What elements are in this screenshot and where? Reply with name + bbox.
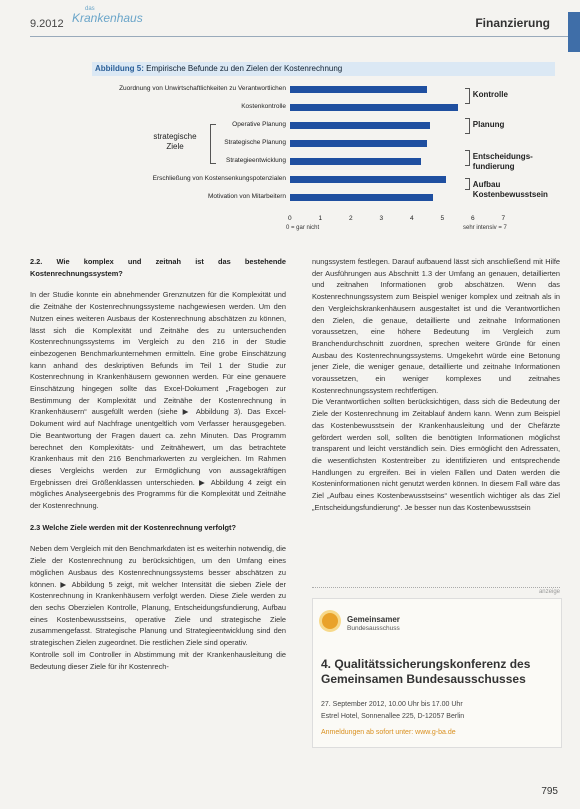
left-column — [30, 256, 286, 672]
figure-title — [92, 62, 555, 76]
bar — [290, 158, 421, 165]
ad-label: anzeige — [312, 587, 560, 595]
ad-date: 27. September 2012, 10.00 Uhr bis 17.00 Uhr — [321, 701, 463, 708]
category-label: Kostenkontrolle — [241, 103, 286, 110]
bar — [290, 104, 458, 111]
group-label: Entscheidungs- fundierung — [472, 152, 533, 171]
heading-2-2: 2.2. Wie komplex und zeitnah ist das bestehende Kostenrechnungssystem? — [30, 257, 286, 278]
x-tick-label: 0 — [288, 215, 292, 222]
x-tick-label: 6 — [471, 215, 475, 222]
bar — [290, 86, 427, 93]
paragraph-2: Neben dem Vergleich mit den Benchmarkdaten ist es weiterhin notwendig, die Ziele der Kostenrechnung zu berücksichtigen, um den Umfang eines möglichen Ausbaus des Kostenrechnungssystems besser abschätzen zu können. ▶ Abbildung 5 zeigt, mit welcher Intensität die sieben Ziele der Kostenrechnung in Krankenhäusern verfolgt werden. Diese Ziele werden zu den sechs Oberzielen Kontrolle, Planung, Entscheidungsfundierung, Aufbau eines Kostenbewusstseins, operative Ziele und strategische Ziele zusammengefasst. Strategische Planung und Strategieentwicklung sind den strategischen Zielen zugeordnet. Die restlichen Ziele sind operativ. — [30, 544, 286, 648]
group-label: Planung — [472, 120, 505, 129]
section-title: Finanzierung — [475, 16, 550, 30]
bar — [290, 140, 427, 147]
category-label: Erschließung von Kostensenkungspotenzialen — [152, 175, 286, 182]
page-header — [30, 8, 550, 34]
ad-registration-link[interactable]: Anmeldungen ab sofort unter: www.g-ba.de — [321, 729, 456, 736]
paragraph-1: In der Studie konnte ein abnehmender Grenznutzen für die Komplexität und die Zeitnähe der Kostenrechnungssysteme nachgewiesen werden. Um den Nutzen eines weiteren Ausbaus der Kostenrechnung abschätzen zu können, lässt sich die Komplexität und Zeitnähe des zu untersuchenden Kostenrechnungssystems im Vergleich zu den 216 in der Studie einbezogenen Benchmarkunternehmen ermitteln. Eine grobe Einschätzung kann anhand des deskriptiven Befunds im Teil 1 der Studie zur Kostenrechnung in Krankenhäusern gewonnen werden. Für eine genauere Einschätzung hingegen sollte das Excel-Dokument „Fragebogen zur Bestimmung der Komplexität und Zeitnähe der Kostenrechnung in Krankenhäusern“ ausgefüllt werden (siehe ▶ Abbildung 3). Das Excel-Dokument wird auf Nachfrage unentgeltlich vom Verfasser herausgegeben. Die Beantwortung der Fragen dauert ca. zehn Minuten. Das Programm berechnet den Komplexitäts- und Zeitnähewert, um das betrachtete Krankenhaus mit den 216 Benchmarkwerten zu vergleichen. Im Rahmen dieses Vergleichs werden zur Ermöglichung von aussagekräftigen Ergebnissen drei Größenklassen unterschieden. ▶ Abbildung 4 zeigt ein mögliches Analyseergebnis des Programms für die Komplexität und Zeitnähe der Kostenrechnung. — [30, 290, 286, 511]
bar-chart — [92, 80, 562, 245]
group-bracket — [465, 118, 470, 134]
logo-prefix: das — [85, 6, 95, 12]
figure-caption: Empirische Befunde zu den Zielen der Kostenrechnung — [143, 64, 343, 73]
ad-org-name: Gemeinsamer — [347, 615, 400, 624]
paragraph-5: Die Verantwortlichen sollten berücksichtigen, dass sich die Bedeutung der Ziele der Kostenrechnung im Zeitablauf ändern kann. Wenn zum Beispiel das Kostenbewusstsein der Krankenhausleitung und der Chefärzte gefördert werden soll, sollten die benötigten Informationen möglichst transparent und leicht verständlich sein. Dies ermöglicht den Adressaten, die wesentlichsten Kostentreiber zu identifizieren und entsprechende Handlungen zu ergreifen. Bei in vielen Fällen und Daten werden die Kosteninformationen nicht genutzt werden können. In diesem Fall wäre das Ziel „Aufbau eines Kostenbewusstseins“ wesentlich wichtiger als das Ziel „Entscheidungsfundierung“. Je besser nun das Kostenbewusstsein — [312, 397, 560, 512]
ad-org-subname: Bundesausschuss — [347, 625, 400, 632]
right-column — [312, 256, 560, 513]
strategic-goals-label: strategische Ziele — [153, 132, 197, 151]
ad-venue: Estrel Hotel, Sonnenallee 225, D-12057 Berlin — [321, 713, 465, 720]
figure-number: Abbildung 5: — [95, 64, 144, 73]
bar — [290, 194, 433, 201]
issue-date: 9.2012 — [30, 18, 64, 30]
bar — [290, 176, 446, 183]
category-label: Strategische Planung — [224, 139, 286, 146]
x-tick-label: 5 — [440, 215, 445, 222]
category-label: Motivation von Mitarbeitern — [207, 193, 286, 200]
group-bracket — [465, 178, 470, 190]
category-label: Strategieentwicklung — [226, 157, 286, 164]
magazine-logo: Krankenhaus — [72, 11, 143, 25]
group-label: Aufbau Kostenbewusstsein — [472, 180, 548, 199]
paragraph-4: nungssystem festlegen. Darauf aufbauend lässt sich anschließend mit Hilfe der Ausführungen aus Abschnitt 1.3 der Umfang an genauen, detaillierten und zeitnahen Informationen grob abschätzen. Wenn das Kostenrechnungssystem zum Beispiel weniger komplex und zeitnah als in den Vergleichskrankenhäusern ausgestaltet ist und die Verantwortlichen den Zielen, die genaue, detaillierte und zeitnahe Informationen voraussetzen, eine höhere Bedeutung im Vergleich zum Branchendurchschnitt zuordnen, sprechen weitere Gründe für einen Ausbau des Kostenrechnungssystems. Umgekehrt würde eine Betonung jener Ziele, die weniger genaue, detaillierte und zeitnahe Informationen voraussetzen, ein weniger komplexes und zeitnahes Kostenrechnungssystem rechtfertigen. — [312, 257, 560, 395]
figure-5 — [92, 62, 562, 247]
group-bracket — [465, 88, 470, 104]
category-label: Zuordnung von Unwirtschaftlichkeiten zu Verantwortlichen — [119, 85, 286, 92]
axis-min-note: 0 = gar nicht — [286, 225, 320, 231]
heading-2-3: 2.3 Welche Ziele werden mit der Kostenrechnung verfolgt? — [30, 522, 237, 532]
category-label: Operative Planung — [232, 121, 286, 128]
ad-title: 4. Qualitätssicherungskonferenz des Gemeinsamen Bundesausschusses — [321, 657, 531, 686]
x-tick-label: 3 — [379, 215, 384, 222]
gba-logo-icon — [322, 613, 338, 629]
strategic-bracket — [210, 124, 216, 164]
section-tab — [568, 12, 580, 52]
x-tick-label: 4 — [410, 215, 414, 222]
paragraph-3: Kontrolle soll im Controller in Abstimmung mit der Krankenhausleitung die Bedeutung dieser Ziele für ihr Kostenrech- — [30, 649, 286, 671]
x-tick-label: 2 — [349, 215, 353, 222]
group-bracket — [465, 150, 470, 166]
group-label: Kontrolle — [472, 90, 508, 99]
conference-ad — [312, 598, 562, 748]
bar — [290, 122, 430, 129]
page-number: 795 — [541, 786, 558, 797]
x-tick-label: 1 — [318, 215, 323, 222]
x-tick-label: 7 — [501, 215, 506, 222]
axis-max-note: sehr intensiv = 7 — [463, 225, 507, 231]
header-rule — [30, 36, 570, 37]
